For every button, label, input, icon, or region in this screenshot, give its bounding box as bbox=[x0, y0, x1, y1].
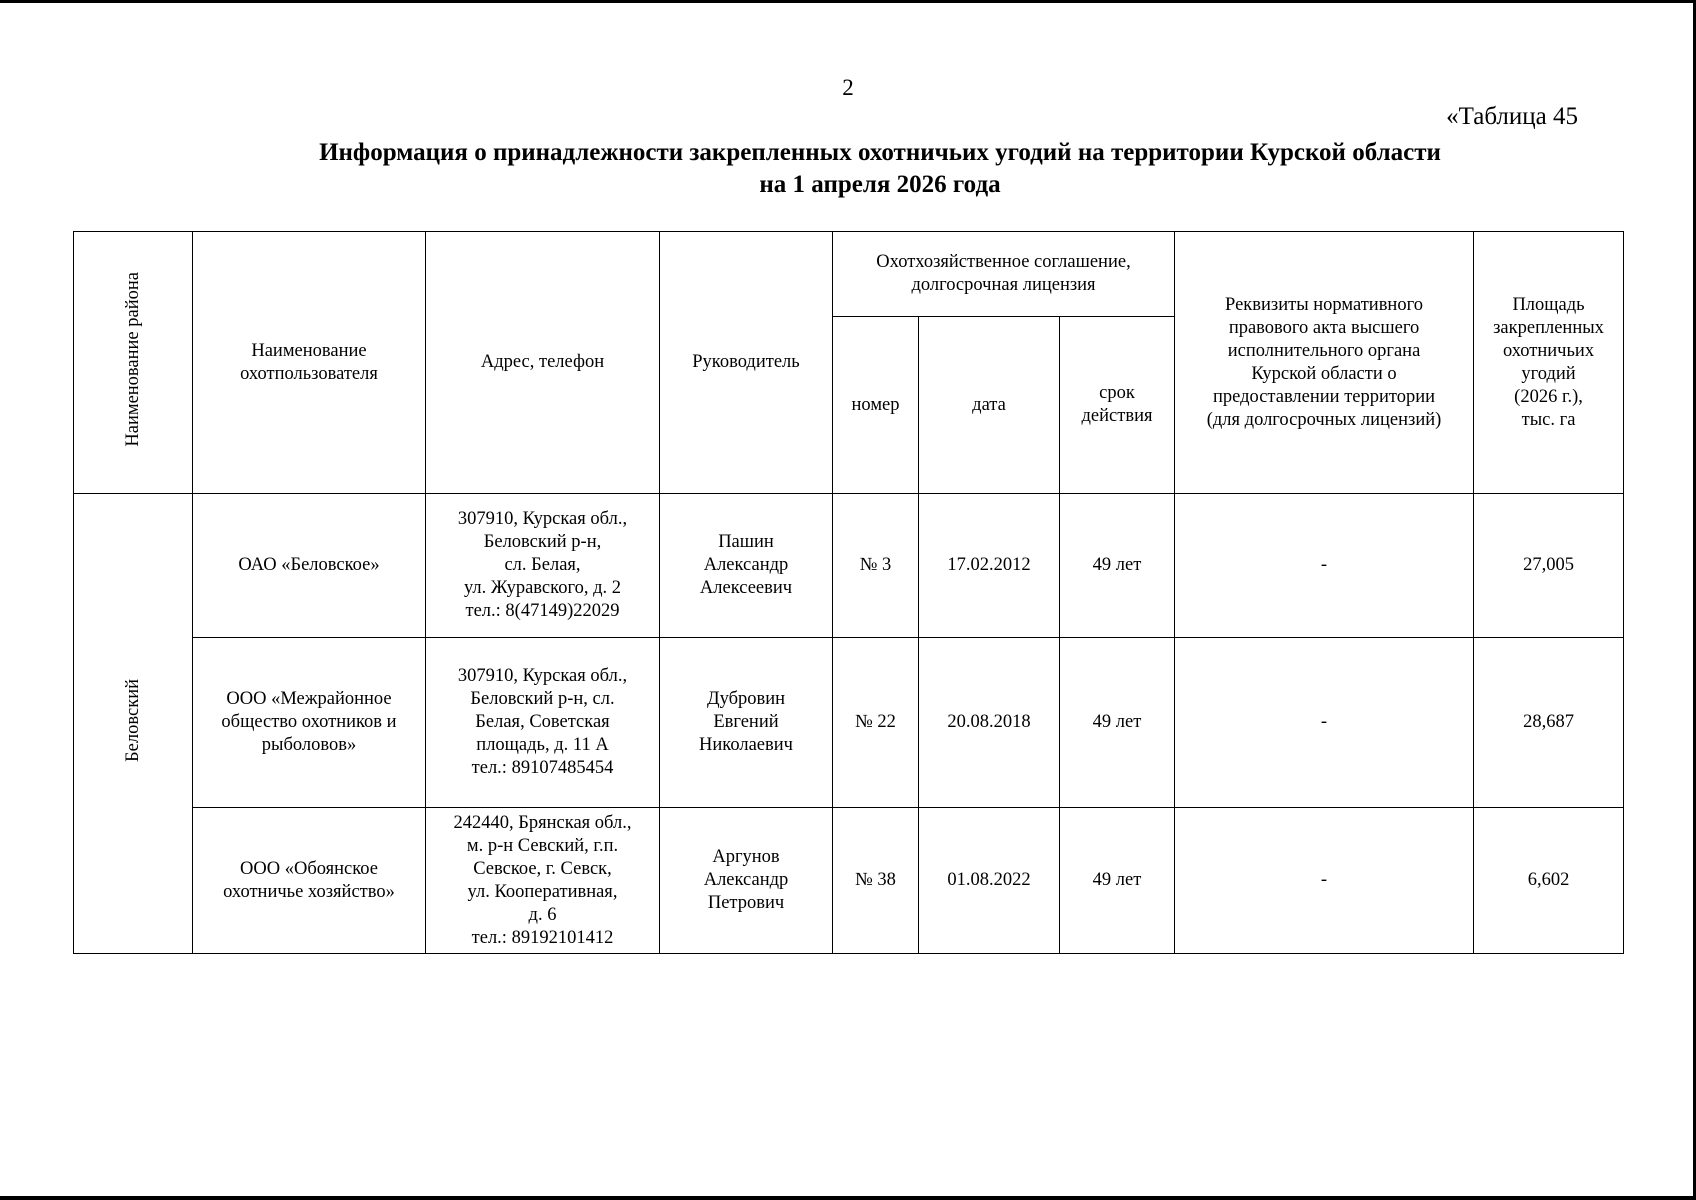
date-cell: 17.02.2012 bbox=[919, 494, 1060, 638]
document-title bbox=[120, 137, 1640, 201]
term-cell: 49 лет bbox=[1060, 808, 1175, 954]
user-cell: ОАО «Беловское» bbox=[193, 494, 426, 638]
area-cell: 6,602 bbox=[1474, 808, 1624, 954]
district-cell bbox=[74, 494, 193, 954]
header-district-label: Наименование района bbox=[122, 271, 143, 447]
page-number: 2 bbox=[842, 75, 854, 100]
header-number: номер bbox=[833, 317, 919, 494]
number-cell: № 3 bbox=[833, 494, 919, 638]
header-user: Наименование охотпользователя bbox=[193, 232, 426, 494]
scan-edge-bottom bbox=[0, 1196, 1696, 1200]
act-cell: - bbox=[1175, 494, 1474, 638]
document-title-line-2: на 1 апреля 2026 года bbox=[759, 171, 1001, 198]
user-cell: ООО «Межрайонное общество охотников и рыболовов» bbox=[193, 638, 426, 808]
area-cell: 27,005 bbox=[1474, 494, 1624, 638]
header-address: Адрес, телефон bbox=[426, 232, 660, 494]
header-row-1 bbox=[74, 232, 1624, 317]
head-cell: Аргунов Александр Петрович bbox=[660, 808, 833, 954]
table-row bbox=[74, 638, 1624, 808]
act-cell: - bbox=[1175, 808, 1474, 954]
address-cell: 307910, Курская обл., Беловский р-н, сл. Белая, ул. Журавского, д. 2 тел.: 8(47149)22029 bbox=[426, 494, 660, 638]
header-agreement-group: Охотхозяйственное соглашение, долгосрочная лицензия bbox=[833, 232, 1175, 317]
date-cell: 01.08.2022 bbox=[919, 808, 1060, 954]
term-cell: 49 лет bbox=[1060, 638, 1175, 808]
table-row bbox=[74, 808, 1624, 954]
header-act: Реквизиты нормативного правового акта высшего исполнительного органа Курской области о предоставлении территории (для долгосрочных лицензий) bbox=[1175, 232, 1474, 494]
date-cell: 20.08.2018 bbox=[919, 638, 1060, 808]
header-area: Площадь закрепленных охотничьих угодий (2026 г.), тыс. га bbox=[1474, 232, 1624, 494]
document-title-line-1: Информация о принадлежности закрепленных охотничьих угодий на территории Курской области bbox=[319, 139, 1441, 166]
number-cell: № 22 bbox=[833, 638, 919, 808]
head-cell: Пашин Александр Алексеевич bbox=[660, 494, 833, 638]
header-district bbox=[74, 232, 193, 494]
district-label: Беловский bbox=[122, 678, 143, 762]
term-cell: 49 лет bbox=[1060, 494, 1175, 638]
area-cell: 28,687 bbox=[1474, 638, 1624, 808]
table-row bbox=[74, 494, 1624, 638]
header-head: Руководитель bbox=[660, 232, 833, 494]
header-term: срок действия bbox=[1060, 317, 1175, 494]
act-cell: - bbox=[1175, 638, 1474, 808]
user-cell: ООО «Обоянское охотничье хозяйство» bbox=[193, 808, 426, 954]
address-cell: 242440, Брянская обл., м. р-н Севский, г.п. Севское, г. Севск, ул. Кооперативная, д. 6 тел.: 89192101412 bbox=[426, 808, 660, 954]
number-cell: № 38 bbox=[833, 808, 919, 954]
scan-edge-top bbox=[0, 0, 1696, 3]
hunting-grounds-table bbox=[73, 231, 1624, 954]
head-cell: Дубровин Евгений Николаевич bbox=[660, 638, 833, 808]
header-date: дата bbox=[919, 317, 1060, 494]
table-label: «Таблица 45 bbox=[1446, 103, 1578, 130]
address-cell: 307910, Курская обл., Беловский р-н, сл. Белая, Советская площадь, д. 11 А тел.: 89107485454 bbox=[426, 638, 660, 808]
